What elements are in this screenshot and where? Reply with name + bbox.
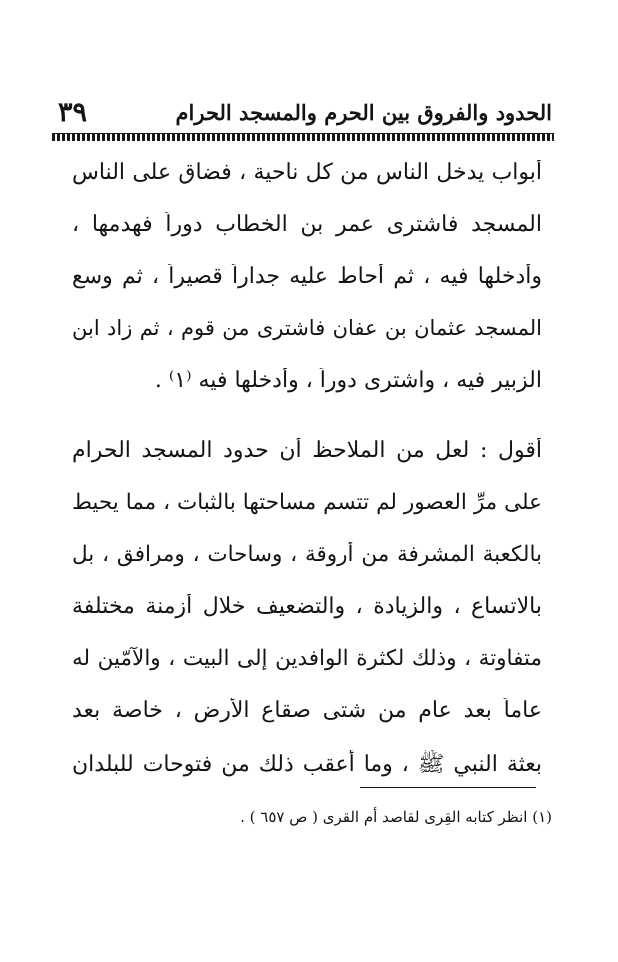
text-line: أقول : لعل من الملاحظ أن حدود المسجد الحرام	[72, 438, 542, 463]
page-header	[58, 94, 552, 130]
text-line: على مرِّ العصور لم تتسم مساحتها بالثبات ، مما يحيط	[72, 490, 542, 515]
text-line: المسجد فاشترى عمر بن الخطاب دوراً فهدمها ،	[72, 212, 542, 237]
text-line: بعثة النبي ﷺ ، وما أعقب ذلك من فتوحات للبلدان	[72, 752, 542, 777]
header-rule	[52, 133, 554, 141]
text-line: بالكعبة المشرفة من أروقة ، وساحات ، ومرافق ، بل	[72, 542, 542, 567]
running-title: الحدود والفروق بين الحرم والمسجد الحرام	[175, 99, 552, 125]
page-number: ٣٩	[58, 96, 88, 128]
body-text	[72, 160, 542, 802]
text-line: عاماً بعد عام من شتى صقاع الأرض ، خاصة بعد	[72, 698, 542, 723]
text-line: أبواب يدخل الناس من كل ناحية ، فضاق على الناس	[72, 160, 542, 185]
text-line: بالاتساع ، والزيادة ، والتضعيف خلال أزمنة مختلفة	[72, 594, 542, 619]
text-line: وأدخلها فيه ، ثم أحاط عليه جداراً قصيراً ، ثم وسع	[72, 264, 542, 289]
text-line: المسجد عثمان بن عفان فاشترى من قوم ، ثم زاد ابن	[72, 316, 542, 340]
text-line: متفاوتة ، وذلك لكثرة الوافدين إلى البيت ، والآمّين له	[72, 646, 542, 671]
footnote-rule	[360, 787, 536, 788]
footnote: (١) انظر كتابه القِرى لقاصد أم القرى ( ص ٦٥٧ ) .	[240, 808, 552, 826]
text-line: الزبير فيه ، واشترى دوراً ، وأدخلها فيه ⁽١⁾ .	[154, 368, 542, 393]
